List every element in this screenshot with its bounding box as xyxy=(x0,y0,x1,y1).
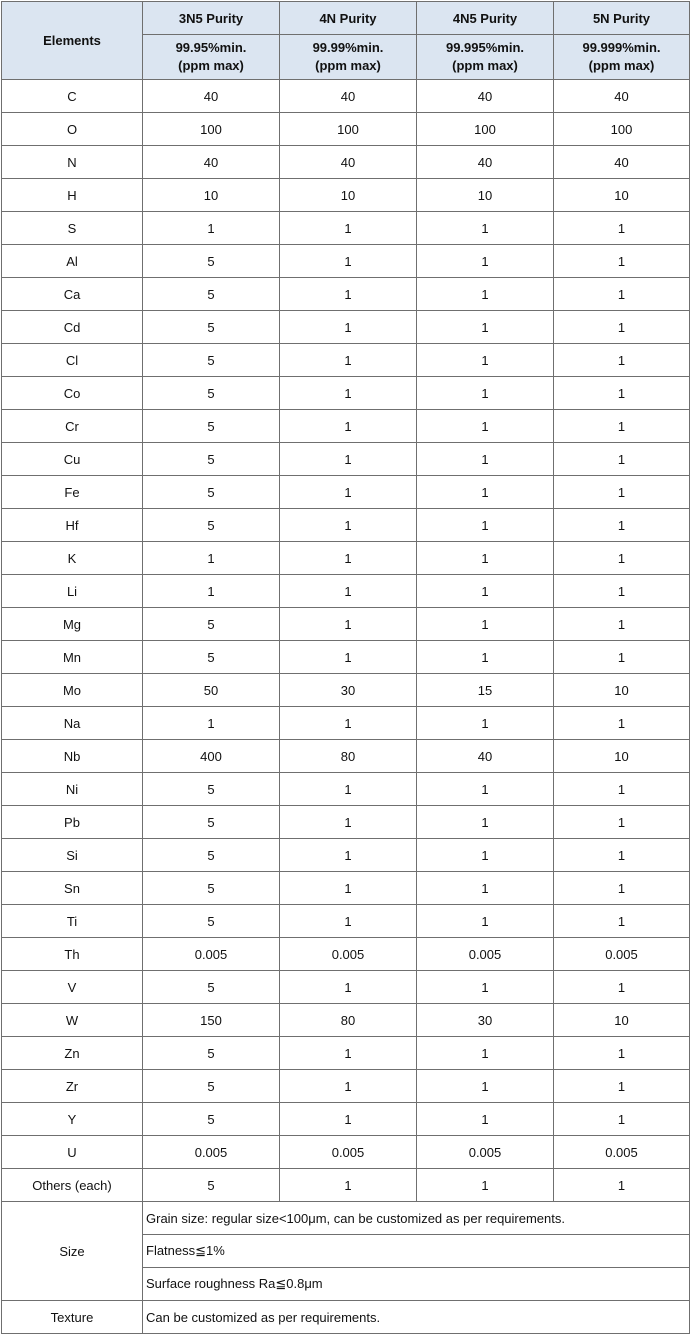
ppm-value-cell: 80 xyxy=(280,1004,417,1037)
table-row xyxy=(2,839,690,872)
ppm-value-cell: 1 xyxy=(554,806,690,839)
grade-header-4n: 4N Purity xyxy=(280,2,417,35)
ppm-value-cell: 1 xyxy=(280,311,417,344)
ppm-value-cell: 1 xyxy=(417,311,554,344)
ppm-value-cell: 0.005 xyxy=(143,938,280,971)
ppm-value-cell: 40 xyxy=(143,146,280,179)
ppm-value-cell: 1 xyxy=(554,839,690,872)
element-name-cell: Cl xyxy=(2,344,143,377)
ppm-value-cell: 5 xyxy=(143,872,280,905)
table-row xyxy=(2,1004,690,1037)
element-name-cell: Ti xyxy=(2,905,143,938)
element-name-cell: Na xyxy=(2,707,143,740)
ppm-value-cell: 100 xyxy=(143,113,280,146)
purity-value: 99.95%min. xyxy=(175,40,247,55)
element-name-cell: Mn xyxy=(2,641,143,674)
table-row xyxy=(2,707,690,740)
ppm-value-cell: 0.005 xyxy=(280,1136,417,1169)
table-row xyxy=(2,905,690,938)
ppm-value-cell: 1 xyxy=(280,344,417,377)
purity-value: 99.995%min. xyxy=(445,40,525,55)
ppm-value-cell: 5 xyxy=(143,1103,280,1136)
property-rows xyxy=(2,1202,690,1334)
element-name-cell: Zr xyxy=(2,1070,143,1103)
element-name-cell: V xyxy=(2,971,143,1004)
ppm-value-cell: 1 xyxy=(554,905,690,938)
ppm-value-cell: 1 xyxy=(554,476,690,509)
ppm-value-cell: 1 xyxy=(417,1037,554,1070)
ppm-value-cell: 30 xyxy=(280,674,417,707)
flatness-note: Flatness≦1% xyxy=(143,1235,690,1268)
ppm-value-cell: 1 xyxy=(417,1169,554,1202)
ppm-value-cell: 5 xyxy=(143,377,280,410)
ppm-value-cell: 1 xyxy=(554,410,690,443)
table-row xyxy=(2,740,690,773)
grade-header-5n: 5N Purity xyxy=(554,2,690,35)
ppm-value-cell: 1 xyxy=(417,971,554,1004)
table-row xyxy=(2,509,690,542)
ppm-value-cell: 1 xyxy=(417,872,554,905)
table-row xyxy=(2,245,690,278)
ppm-value-cell: 1 xyxy=(417,707,554,740)
ppm-value-cell: 1 xyxy=(143,575,280,608)
table-row xyxy=(2,1136,690,1169)
ppm-value-cell: 1 xyxy=(417,509,554,542)
ppm-value-cell: 5 xyxy=(143,1070,280,1103)
element-name-cell: Fe xyxy=(2,476,143,509)
element-name-cell: K xyxy=(2,542,143,575)
ppm-value-cell: 1 xyxy=(280,1037,417,1070)
ppm-value-cell: 1 xyxy=(417,443,554,476)
ppm-value-cell: 40 xyxy=(554,80,690,113)
ppm-value-cell: 5 xyxy=(143,806,280,839)
ppm-value-cell: 40 xyxy=(280,80,417,113)
table-row xyxy=(2,278,690,311)
ppm-value-cell: 5 xyxy=(143,1037,280,1070)
ppm-value-cell: 1 xyxy=(554,707,690,740)
ppm-value-cell: 100 xyxy=(554,113,690,146)
texture-label: Texture xyxy=(2,1301,143,1334)
ppm-value-cell: 5 xyxy=(143,344,280,377)
ppm-value-cell: 1 xyxy=(554,608,690,641)
purity-unit: (ppm max) xyxy=(452,58,518,73)
ppm-value-cell: 40 xyxy=(280,146,417,179)
ppm-value-cell: 5 xyxy=(143,311,280,344)
size-label: Size xyxy=(2,1202,143,1301)
ppm-value-cell: 1 xyxy=(417,773,554,806)
ppm-value-cell: 0.005 xyxy=(554,938,690,971)
ppm-value-cell: 1 xyxy=(554,1169,690,1202)
ppm-value-cell: 1 xyxy=(554,1103,690,1136)
ppm-value-cell: 80 xyxy=(280,740,417,773)
ppm-value-cell: 5 xyxy=(143,410,280,443)
ppm-value-cell: 1 xyxy=(554,377,690,410)
ppm-value-cell: 0.005 xyxy=(417,938,554,971)
table-row xyxy=(2,674,690,707)
ppm-value-cell: 100 xyxy=(280,113,417,146)
ppm-value-cell: 400 xyxy=(143,740,280,773)
ppm-value-cell: 1 xyxy=(417,1103,554,1136)
element-name-cell: Th xyxy=(2,938,143,971)
purity-unit: (ppm max) xyxy=(178,58,244,73)
ppm-value-cell: 1 xyxy=(280,641,417,674)
purity-header-4n xyxy=(280,35,417,80)
ppm-value-cell: 1 xyxy=(554,311,690,344)
element-name-cell: U xyxy=(2,1136,143,1169)
element-name-cell: Cd xyxy=(2,311,143,344)
ppm-value-cell: 1 xyxy=(554,1070,690,1103)
table-row xyxy=(2,641,690,674)
size-row-grain xyxy=(2,1202,690,1235)
ppm-value-cell: 1 xyxy=(280,1070,417,1103)
element-name-cell: Mg xyxy=(2,608,143,641)
element-name-cell: Cu xyxy=(2,443,143,476)
table-row xyxy=(2,542,690,575)
table-row xyxy=(2,806,690,839)
purity-value: 99.999%min. xyxy=(582,40,661,55)
element-name-cell: N xyxy=(2,146,143,179)
element-name-cell: Mo xyxy=(2,674,143,707)
ppm-value-cell: 1 xyxy=(554,641,690,674)
ppm-value-cell: 5 xyxy=(143,641,280,674)
ppm-value-cell: 10 xyxy=(554,740,690,773)
ppm-value-cell: 150 xyxy=(143,1004,280,1037)
table-row xyxy=(2,146,690,179)
table-row xyxy=(2,971,690,1004)
table-row xyxy=(2,113,690,146)
element-name-cell: Ca xyxy=(2,278,143,311)
element-name-cell: Co xyxy=(2,377,143,410)
ppm-value-cell: 1 xyxy=(417,806,554,839)
ppm-value-cell: 5 xyxy=(143,509,280,542)
ppm-value-cell: 1 xyxy=(280,707,417,740)
purity-spec-table xyxy=(1,1,690,1334)
ppm-value-cell: 0.005 xyxy=(417,1136,554,1169)
ppm-value-cell: 1 xyxy=(554,443,690,476)
header-row-grades xyxy=(2,2,690,35)
ppm-value-cell: 1 xyxy=(417,608,554,641)
ppm-value-cell: 1 xyxy=(280,839,417,872)
ppm-value-cell: 1 xyxy=(554,344,690,377)
table-row xyxy=(2,410,690,443)
ppm-value-cell: 1 xyxy=(554,212,690,245)
ppm-value-cell: 10 xyxy=(143,179,280,212)
ppm-value-cell: 1 xyxy=(417,575,554,608)
ppm-value-cell: 1 xyxy=(417,542,554,575)
ppm-value-cell: 1 xyxy=(280,245,417,278)
element-name-cell: Cr xyxy=(2,410,143,443)
element-name-cell: S xyxy=(2,212,143,245)
ppm-value-cell: 1 xyxy=(280,1169,417,1202)
ppm-value-cell: 40 xyxy=(417,80,554,113)
table-row xyxy=(2,872,690,905)
element-name-cell: Y xyxy=(2,1103,143,1136)
purity-unit: (ppm max) xyxy=(315,58,381,73)
ppm-value-cell: 1 xyxy=(417,212,554,245)
ppm-value-cell: 10 xyxy=(554,674,690,707)
ppm-value-cell: 40 xyxy=(417,146,554,179)
ppm-value-cell: 1 xyxy=(554,872,690,905)
element-name-cell: O xyxy=(2,113,143,146)
ppm-value-cell: 5 xyxy=(143,608,280,641)
table-row xyxy=(2,938,690,971)
ppm-value-cell: 40 xyxy=(417,740,554,773)
ppm-value-cell: 0.005 xyxy=(143,1136,280,1169)
ppm-value-cell: 1 xyxy=(417,245,554,278)
ppm-value-cell: 1 xyxy=(280,443,417,476)
ppm-value-cell: 100 xyxy=(417,113,554,146)
table-row xyxy=(2,773,690,806)
ppm-value-cell: 1 xyxy=(554,1037,690,1070)
ppm-value-cell: 5 xyxy=(143,1169,280,1202)
elements-header: Elements xyxy=(2,2,143,80)
ppm-value-cell: 5 xyxy=(143,443,280,476)
ppm-value-cell: 1 xyxy=(417,1070,554,1103)
ppm-value-cell: 50 xyxy=(143,674,280,707)
ppm-value-cell: 1 xyxy=(417,905,554,938)
ppm-value-cell: 0.005 xyxy=(554,1136,690,1169)
table-row xyxy=(2,575,690,608)
ppm-value-cell: 10 xyxy=(417,179,554,212)
element-name-cell: Li xyxy=(2,575,143,608)
grain-size-note: Grain size: regular size<100μm, can be customized as per requirements. xyxy=(143,1202,690,1235)
ppm-value-cell: 1 xyxy=(280,905,417,938)
purity-header-4n5 xyxy=(417,35,554,80)
ppm-value-cell: 5 xyxy=(143,971,280,1004)
element-rows xyxy=(2,80,690,1202)
ppm-value-cell: 1 xyxy=(143,707,280,740)
ppm-value-cell: 1 xyxy=(417,377,554,410)
table-row xyxy=(2,608,690,641)
ppm-value-cell: 5 xyxy=(143,773,280,806)
ppm-value-cell: 1 xyxy=(280,278,417,311)
ppm-value-cell: 1 xyxy=(280,872,417,905)
ppm-value-cell: 10 xyxy=(280,179,417,212)
table-row xyxy=(2,212,690,245)
grade-header-3n5: 3N5 Purity xyxy=(143,2,280,35)
ppm-value-cell: 1 xyxy=(417,344,554,377)
element-name-cell: Ni xyxy=(2,773,143,806)
ppm-value-cell: 1 xyxy=(280,971,417,1004)
texture-row xyxy=(2,1301,690,1334)
purity-unit: (ppm max) xyxy=(588,58,655,73)
element-name-cell: Hf xyxy=(2,509,143,542)
ppm-value-cell: 5 xyxy=(143,476,280,509)
ppm-value-cell: 1 xyxy=(280,410,417,443)
table-header xyxy=(2,2,690,80)
ppm-value-cell: 1 xyxy=(143,212,280,245)
purity-header-5n xyxy=(554,35,690,80)
element-name-cell: Al xyxy=(2,245,143,278)
ppm-value-cell: 1 xyxy=(554,278,690,311)
element-name-cell: Zn xyxy=(2,1037,143,1070)
ppm-value-cell: 30 xyxy=(417,1004,554,1037)
element-name-cell: H xyxy=(2,179,143,212)
table-row xyxy=(2,311,690,344)
ppm-value-cell: 1 xyxy=(554,575,690,608)
purity-header-3n5 xyxy=(143,35,280,80)
table-row xyxy=(2,1037,690,1070)
ppm-value-cell: 10 xyxy=(554,1004,690,1037)
ppm-value-cell: 1 xyxy=(554,245,690,278)
ppm-value-cell: 1 xyxy=(417,278,554,311)
table-row xyxy=(2,1070,690,1103)
ppm-value-cell: 15 xyxy=(417,674,554,707)
ppm-value-cell: 1 xyxy=(554,773,690,806)
ppm-value-cell: 1 xyxy=(554,509,690,542)
purity-value: 99.99%min. xyxy=(312,40,384,55)
element-name-cell: W xyxy=(2,1004,143,1037)
ppm-value-cell: 5 xyxy=(143,278,280,311)
ppm-value-cell: 1 xyxy=(280,1103,417,1136)
table-row xyxy=(2,80,690,113)
ppm-value-cell: 1 xyxy=(280,575,417,608)
element-name-cell: Others (each) xyxy=(2,1169,143,1202)
ppm-value-cell: 1 xyxy=(554,971,690,1004)
table-row xyxy=(2,377,690,410)
ppm-value-cell: 1 xyxy=(280,509,417,542)
ppm-value-cell: 1 xyxy=(417,476,554,509)
table-row xyxy=(2,476,690,509)
ppm-value-cell: 5 xyxy=(143,839,280,872)
roughness-note: Surface roughness Ra≦0.8μm xyxy=(143,1268,690,1301)
table-row xyxy=(2,344,690,377)
ppm-value-cell: 1 xyxy=(280,542,417,575)
ppm-value-cell: 1 xyxy=(280,212,417,245)
texture-note: Can be customized as per requirements. xyxy=(143,1301,690,1334)
ppm-value-cell: 5 xyxy=(143,905,280,938)
table-row xyxy=(2,1103,690,1136)
table-row xyxy=(2,443,690,476)
ppm-value-cell: 1 xyxy=(280,377,417,410)
grade-header-4n5: 4N5 Purity xyxy=(417,2,554,35)
element-name-cell: C xyxy=(2,80,143,113)
ppm-value-cell: 1 xyxy=(554,542,690,575)
ppm-value-cell: 1 xyxy=(280,476,417,509)
table-row xyxy=(2,1169,690,1202)
element-name-cell: Si xyxy=(2,839,143,872)
ppm-value-cell: 5 xyxy=(143,245,280,278)
ppm-value-cell: 40 xyxy=(554,146,690,179)
ppm-value-cell: 1 xyxy=(280,773,417,806)
element-name-cell: Nb xyxy=(2,740,143,773)
element-name-cell: Sn xyxy=(2,872,143,905)
ppm-value-cell: 1 xyxy=(280,806,417,839)
ppm-value-cell: 1 xyxy=(417,641,554,674)
ppm-value-cell: 1 xyxy=(417,410,554,443)
ppm-value-cell: 10 xyxy=(554,179,690,212)
ppm-value-cell: 1 xyxy=(280,608,417,641)
table-row xyxy=(2,179,690,212)
ppm-value-cell: 0.005 xyxy=(280,938,417,971)
ppm-value-cell: 1 xyxy=(417,839,554,872)
ppm-value-cell: 40 xyxy=(143,80,280,113)
ppm-value-cell: 1 xyxy=(143,542,280,575)
element-name-cell: Pb xyxy=(2,806,143,839)
